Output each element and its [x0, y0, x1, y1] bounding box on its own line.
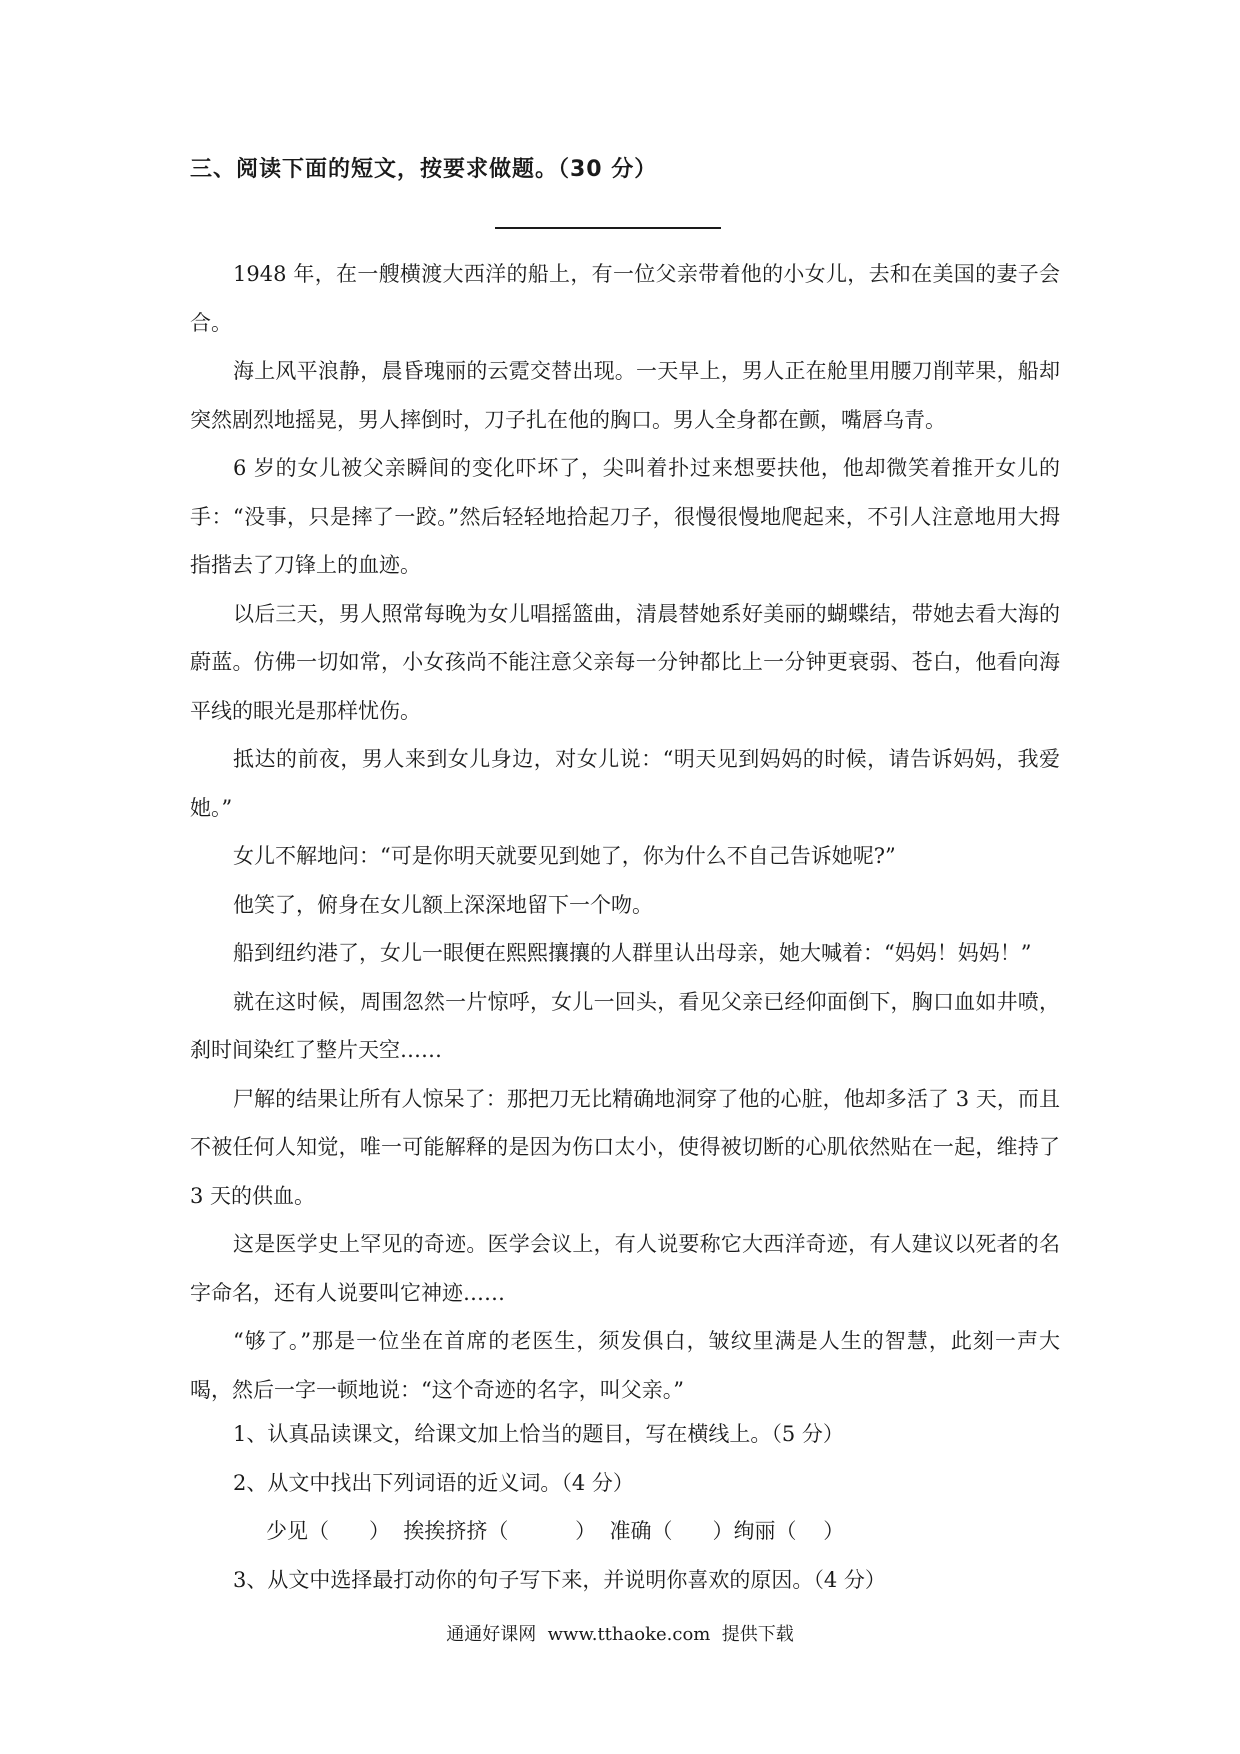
question-1: 1、认真品读课文，给课文加上恰当的题目，写在横线上。（5 分）	[233, 1422, 844, 1446]
passage-paragraph-7: 他笑了，俯身在女儿额上深深地留下一个吻。	[233, 892, 653, 917]
passage-paragraph-8: 船到纽约港了，女儿一眼便在熙熙攘攘的人群里认出母亲，她大喊着：“妈妈！妈妈！”	[233, 941, 1032, 965]
reading-passage	[190, 250, 1060, 1414]
passage-paragraph-5: 抵达的前夜，男人来到女儿身边，对女儿说：“明天见到妈妈的时候，请告诉妈妈，我爱她。”	[190, 747, 1060, 820]
question-list	[190, 1410, 1060, 1604]
passage-paragraph-9: 就在这时候，周围忽然一片惊呼，女儿一回头，看见父亲已经仰面倒下，胸口血如井喷，刹时间染红了整片天空……	[190, 989, 1060, 1062]
passage-paragraph-2: 海上风平浪静，晨昏瑰丽的云霓交替出现。一天早上，男人正在舱里用腰刀削苹果，船却突然剧烈地摇晃，男人摔倒时，刀子扎在他的胸口。男人全身都在颤，嘴唇乌青。	[190, 359, 1060, 432]
passage-paragraph-4: 以后三天，男人照常每晚为女儿唱摇篮曲，清晨替她系好美丽的蝴蝶结，带她去看大海的蔚蓝。仿佛一切如常，小女孩尚不能注意父亲每一分钟都比上一分钟更衰弱、苍白，他看向海平线的眼光是那样忧伤。	[190, 601, 1060, 723]
passage-paragraph-12: “够了。”那是一位坐在首席的老医生，须发俱白，皱纹里满是人生的智慧，此刻一声大喝，然后一字一顿地说：“这个奇迹的名字，叫父亲。”	[190, 1329, 1060, 1402]
passage-paragraph-6: 女儿不解地问：“可是你明天就要见到她了，你为什么不自己告诉她呢?”	[233, 844, 896, 868]
passage-paragraph-3: 6 岁的女儿被父亲瞬间的变化吓坏了，尖叫着扑过来想要扶他，他却微笑着推开女儿的手：“没事，只是摔了一跤。”然后轻轻地拾起刀子，很慢很慢地爬起来，不引人注意地用大拇指揩去了刀锋上的血迹。	[190, 456, 1060, 577]
question-2: 2、从文中找出下列词语的近义词。（4 分）	[233, 1470, 634, 1495]
passage-paragraph-11: 这是医学史上罕见的奇迹。医学会议上，有人说要称它大西洋奇迹，有人建议以死者的名字命名，还有人说要叫它神迹……	[190, 1232, 1060, 1305]
passage-paragraph-10: 尸解的结果让所有人惊呆了：那把刀无比精确地洞穿了他的心脏，他却多活了 3 天，而且不被任何人知觉，唯一可能解释的是因为伤口太小，使得被切断的心肌依然贴在一起，维持了 3 天的供血。	[190, 1086, 1060, 1208]
page-footer: 通通好课网 www.tthaoke.com 提供下载	[446, 1624, 794, 1645]
question-2-word-blanks: 少见（ ） 挨挨挤挤（ ） 准确（ ）绚丽（ ）	[266, 1519, 845, 1543]
question-3: 3、从文中选择最打动你的句子写下来，并说明你喜欢的原因。（4 分）	[233, 1567, 886, 1592]
passage-paragraph-1: 1948 年，在一艘横渡大西洋的船上，有一位父亲带着他的小女儿，去和在美国的妻子会合。	[190, 262, 1060, 335]
title-answer-line	[495, 227, 721, 229]
section-heading: 三、阅读下面的短文，按要求做题。（30 分）	[190, 157, 658, 182]
